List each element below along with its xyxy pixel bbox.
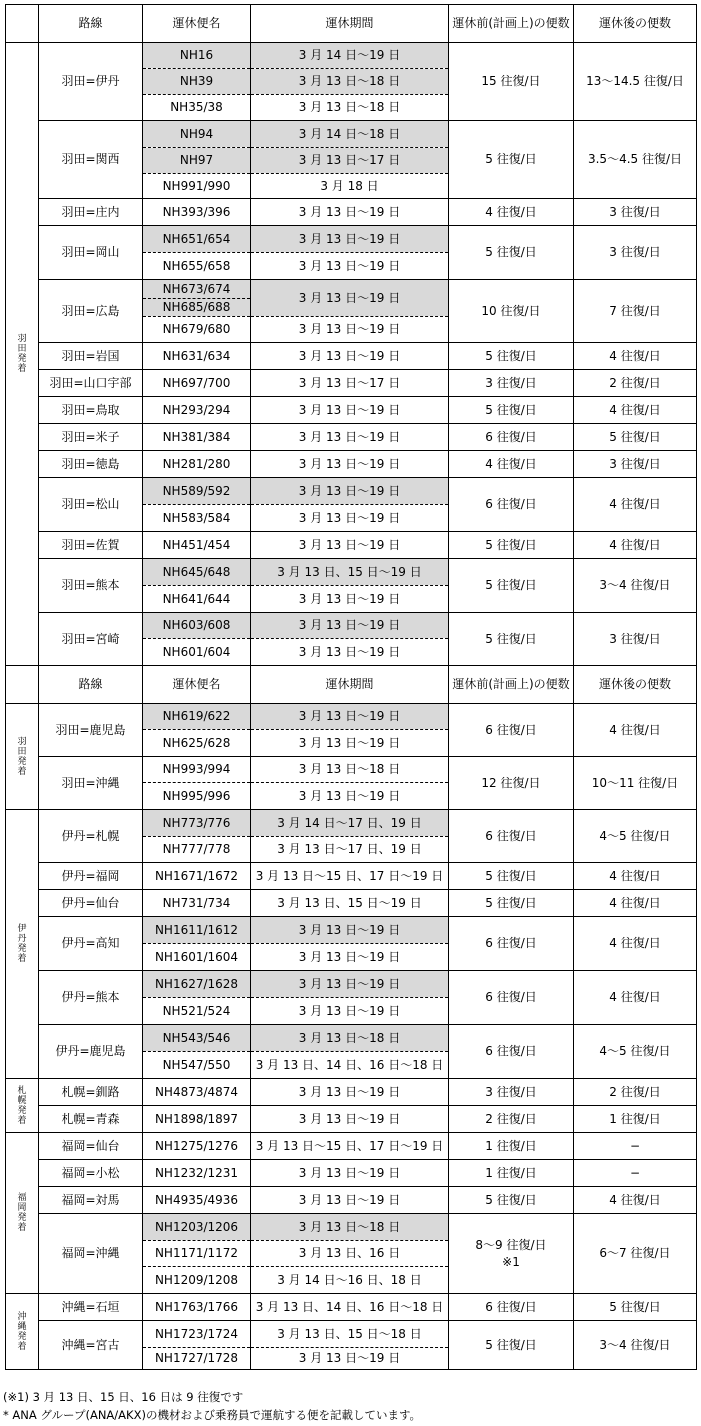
suspension-period: 3 月 13 日、16 日 [251,1241,449,1267]
route-name: 羽田=庄内 [39,199,143,226]
flights-before-value: 4 往復/日 [485,204,537,219]
flights-before [449,917,574,971]
flights-before-value: 5 往復/日 [485,1337,537,1352]
route-row [6,917,697,944]
group-label-sapporo [6,1079,39,1133]
flight-number: NH543/546 [143,1025,251,1052]
flights-before-value: 5 往復/日 [485,868,537,883]
route-name: 福岡=小松 [39,1160,143,1187]
flights-before [449,451,574,478]
group-label-char: 発 [17,944,27,954]
flights-before [449,863,574,890]
suspension-period: 3 月 14 日〜18 日 [251,121,449,148]
flight-number-line: NH685/688 [162,299,231,314]
flights-before-value: 5 往復/日 [485,537,537,552]
suspension-period: 3 月 13 日〜18 日 [251,69,449,95]
suspension-period: 3 月 13 日、15 日〜18 日 [251,1321,449,1348]
flights-after: 3.5〜4.5 往復/日 [574,121,697,199]
route-row [6,1133,697,1160]
suspension-period: 3 月 13 日〜19 日 [251,704,449,730]
route-name: 羽田=岩国 [39,343,143,370]
flights-after: − [574,1133,697,1160]
flight-number: NH773/776 [143,810,251,837]
flights-after: 6〜7 往復/日 [574,1214,697,1294]
suspension-period: 3 月 13 日〜19 日 [251,1348,449,1370]
route-row [6,971,697,998]
footnotes [3,1388,421,1424]
suspension-period: 3 月 13 日〜19 日 [251,226,449,253]
header-before: 運休前(計画上)の便数 [449,666,574,704]
flights-before-value: 8〜9 往復/日 [475,1237,547,1252]
flight-number: NH1763/1766 [143,1294,251,1321]
flights-before [449,1160,574,1187]
flights-before [449,397,574,424]
route-row [6,757,697,783]
route-name: 羽田=鳥取 [39,397,143,424]
flights-after: 4 往復/日 [574,397,697,424]
flight-number: NH1727/1728 [143,1348,251,1370]
flights-after: − [574,1160,697,1187]
flights-before [449,226,574,280]
route-row [6,1294,697,1321]
flights-after: 1 往復/日 [574,1106,697,1133]
flights-after: 4 往復/日 [574,1187,697,1214]
flight-number: NH731/734 [143,890,251,917]
suspension-period: 3 月 13 日〜15 日、17 日〜19 日 [251,863,449,890]
header-route: 路線 [39,5,143,43]
route-row [6,559,697,586]
group-label-char: 田 [17,746,27,757]
flights-after: 4 往復/日 [574,971,697,1025]
route-row [6,1106,697,1133]
group-label-char: 着 [17,364,27,374]
flights-after: 4 往復/日 [574,890,697,917]
flight-number [143,280,251,317]
suspension-period: 3 月 13 日、14 日、16 日〜18 日 [251,1052,449,1079]
route-name: 羽田=佐賀 [39,532,143,559]
flights-before-value: 5 往復/日 [485,578,537,592]
route-name: 伊丹=仙台 [39,890,143,917]
header-route: 路線 [39,666,143,704]
flights-before-value: 6 往復/日 [485,828,537,843]
flight-number: NH645/648 [143,559,251,586]
flights-after: 3 往復/日 [574,451,697,478]
flights-before [449,1079,574,1106]
route-row [6,43,697,69]
flight-number: NH601/604 [143,639,251,666]
group-label-char: 着 [17,1341,27,1352]
group-label-char: 着 [17,766,27,777]
suspension-period: 3 月 13 日〜19 日 [251,317,449,343]
group-label-char: 岡 [17,1203,27,1213]
route-row [6,1025,697,1052]
flight-number: NH4935/4936 [143,1187,251,1214]
flight-number: NH583/584 [143,505,251,532]
route-name: 札幌=青森 [39,1106,143,1133]
route-name: 羽田=広島 [39,280,143,343]
suspension-period: 3 月 18 日 [251,174,449,199]
flights-before-value: 3 往復/日 [485,375,537,390]
group-label-char: 羽 [17,334,27,344]
route-row [6,890,697,917]
suspension-period: 3 月 13 日〜18 日 [251,1025,449,1052]
suspension-period: 3 月 13 日〜18 日 [251,1214,449,1241]
route-row [6,1079,697,1106]
group-label-char: 発 [17,1105,27,1116]
suspension-period: 3 月 13 日〜19 日 [251,397,449,424]
route-row [6,532,697,559]
flight-number: NH991/990 [143,174,251,199]
flight-number: NH995/996 [143,783,251,810]
flights-before [449,559,574,613]
suspension-period: 3 月 13 日〜19 日 [251,730,449,757]
flight-number: NH97 [143,148,251,174]
suspension-period: 3 月 13 日〜18 日 [251,95,449,121]
flight-number: NH1627/1628 [143,971,251,998]
group-label-char: 福 [17,1193,27,1203]
suspension-period: 3 月 13 日〜19 日 [251,1187,449,1214]
flight-number: NH4873/4874 [143,1079,251,1106]
flights-after: 4 往復/日 [574,532,697,559]
flights-after: 13〜14.5 往復/日 [574,43,697,121]
flights-after: 7 往復/日 [574,280,697,343]
route-name: 羽田=鹿児島 [39,704,143,757]
route-name: 福岡=対馬 [39,1187,143,1214]
group-label-okinawa [6,1294,39,1370]
flights-before [449,532,574,559]
suspension-period: 3 月 13 日〜19 日 [251,639,449,666]
route-row [6,613,697,639]
suspension-period: 3 月 13 日〜19 日 [251,505,449,532]
flights-before [449,1321,574,1370]
suspension-period: 3 月 13 日〜19 日 [251,451,449,478]
header-after: 運休後の便数 [574,5,697,43]
group-label-char: 着 [17,1115,27,1126]
suspension-period: 3 月 13 日〜15 日、17 日〜19 日 [251,1133,449,1160]
flight-number: NH1611/1612 [143,917,251,944]
flights-after: 5 往復/日 [574,1294,697,1321]
flights-before-value: 5 往復/日 [485,895,537,910]
suspension-period: 3 月 13 日〜19 日 [251,1106,449,1133]
flight-number: NH35/38 [143,95,251,121]
flight-number: NH451/454 [143,532,251,559]
flights-before [449,43,574,121]
group-label-char: 札 [17,1085,27,1096]
flights-after: 4 往復/日 [574,917,697,971]
suspension-period: 3 月 13 日〜17 日 [251,148,449,174]
flights-before [449,343,574,370]
flight-number: NH521/524 [143,998,251,1025]
footnote-1: (※1) 3 月 13 日、15 日、16 日は 9 往復です [3,1390,244,1404]
group-label-haneda [6,43,39,666]
route-name: 羽田=関西 [39,121,143,199]
flight-number: NH16 [143,43,251,69]
inner-divider [143,298,250,299]
route-name: 伊丹=鹿児島 [39,1025,143,1079]
flights-before [449,1294,574,1321]
flight-number: NH625/628 [143,730,251,757]
flights-after: 3 往復/日 [574,199,697,226]
suspension-period: 3 月 13 日〜19 日 [251,424,449,451]
route-name: 伊丹=福岡 [39,863,143,890]
flight-number: NH1601/1604 [143,944,251,971]
flight-number: NH655/658 [143,253,251,280]
suspension-period: 3 月 13 日、14 日、16 日〜18 日 [251,1294,449,1321]
flight-number: NH1723/1724 [143,1321,251,1348]
route-row [6,397,697,424]
flights-before-value: 6 往復/日 [485,1044,537,1058]
header-group-cell [6,666,39,704]
flight-number: NH94 [143,121,251,148]
suspension-period: 3 月 13 日〜19 日 [251,971,449,998]
flights-before-value: 4 往復/日 [485,456,537,471]
route-row [6,863,697,890]
route-name: 羽田=松山 [39,478,143,532]
route-name: 沖縄=宮古 [39,1321,143,1370]
flights-after: 4〜5 往復/日 [574,1025,697,1079]
footnote-2: * ANA グループ(ANA/AKX)の機材および乗務員で運航する便を記載しています。 [3,1408,422,1422]
suspension-period: 3 月 13 日、15 日〜19 日 [251,890,449,917]
flight-number: NH1671/1672 [143,863,251,890]
suspension-period: 3 月 13 日〜17 日 [251,370,449,397]
flights-before [449,424,574,451]
flights-before-value: 5 往復/日 [485,1192,537,1207]
flights-before [449,1133,574,1160]
route-row [6,1160,697,1187]
route-row [6,121,697,148]
route-name: 福岡=仙台 [39,1133,143,1160]
flight-suspension-table [5,4,697,1370]
flights-before-value: 2 往復/日 [485,1111,537,1126]
flight-number: NH39 [143,69,251,95]
flights-before-value: 1 往復/日 [485,1138,537,1153]
flights-before-value: 5 往復/日 [485,245,537,259]
flight-number: NH1171/1172 [143,1241,251,1267]
flights-after: 4〜5 往復/日 [574,810,697,863]
route-name: 沖縄=石垣 [39,1294,143,1321]
group-label-char: 発 [17,1331,27,1342]
suspension-period: 3 月 13 日〜19 日 [251,199,449,226]
route-name: 伊丹=熊本 [39,971,143,1025]
flights-after: 3〜4 往復/日 [574,559,697,613]
suspension-period: 3 月 14 日〜16 日、18 日 [251,1267,449,1294]
flight-number: NH393/396 [143,199,251,226]
flight-number: NH589/592 [143,478,251,505]
flight-number: NH1898/1897 [143,1106,251,1133]
flights-before-value: 1 往復/日 [485,1165,537,1180]
flights-before [449,121,574,199]
flight-suspension-sheet [5,4,697,1370]
suspension-period: 3 月 13 日〜19 日 [251,343,449,370]
route-name: 伊丹=高知 [39,917,143,971]
flights-before-value: 6 往復/日 [485,429,537,444]
route-name: 羽田=宮崎 [39,613,143,666]
flight-number: NH1203/1206 [143,1214,251,1241]
header-before: 運休前(計画上)の便数 [449,5,574,43]
header-period: 運休期間 [251,5,449,43]
flights-before-value: 5 往復/日 [485,631,537,646]
header-after: 運休後の便数 [574,666,697,704]
flights-after: 10〜11 往復/日 [574,757,697,810]
group-label-char: 沖 [17,1311,27,1322]
flights-after: 5 往復/日 [574,424,697,451]
flight-number: NH281/280 [143,451,251,478]
flights-before [449,370,574,397]
flights-after: 3 往復/日 [574,226,697,280]
flights-after: 2 往復/日 [574,1079,697,1106]
flight-number-line: NH673/674 [162,281,231,296]
suspension-period: 3 月 13 日〜19 日 [251,253,449,280]
group-label-haneda [6,704,39,810]
group-label-fukuoka [6,1133,39,1294]
group-label-char: 幌 [17,1095,27,1106]
suspension-period: 3 月 13 日〜19 日 [251,478,449,505]
group-label-char: 伊 [17,924,27,934]
route-row [6,478,697,505]
suspension-period: 3 月 14 日〜17 日、19 日 [251,810,449,837]
flight-number: NH619/622 [143,704,251,730]
table-header-row [6,666,697,704]
route-row [6,424,697,451]
flights-after: 2 往復/日 [574,370,697,397]
flight-number: NH631/634 [143,343,251,370]
route-row [6,1214,697,1241]
flight-number: NH641/644 [143,586,251,613]
flights-before-value: 6 往復/日 [485,936,537,950]
flights-before [449,478,574,532]
flights-after: 4 往復/日 [574,704,697,757]
flights-before [449,890,574,917]
suspension-period: 3 月 14 日〜19 日 [251,43,449,69]
route-row [6,370,697,397]
header-group-cell [6,5,39,43]
route-name: 羽田=徳島 [39,451,143,478]
flights-before-value: 6 往復/日 [485,1299,537,1314]
flights-before [449,704,574,757]
flights-after: 3 往復/日 [574,613,697,666]
flights-before [449,199,574,226]
flights-before [449,613,574,666]
flight-number: NH679/680 [143,317,251,343]
flights-before-value: 12 往復/日 [481,775,541,790]
group-label-char: 丹 [17,934,27,944]
suspension-period: 3 月 13 日〜19 日 [251,783,449,810]
group-label-itami [6,810,39,1079]
suspension-period: 3 月 13 日〜19 日 [251,917,449,944]
suspension-period: 3 月 13 日〜17 日、19 日 [251,837,449,863]
flights-before [449,1187,574,1214]
flight-number: NH293/294 [143,397,251,424]
group-label-char: 発 [17,756,27,767]
flight-number: NH547/550 [143,1052,251,1079]
flight-number: NH603/608 [143,613,251,639]
route-name: 羽田=岡山 [39,226,143,280]
route-row [6,1321,697,1348]
route-name: 羽田=沖縄 [39,757,143,810]
flights-before [449,280,574,343]
route-name: 伊丹=札幌 [39,810,143,863]
flights-before-value: 5 往復/日 [485,402,537,417]
route-name: 福岡=沖縄 [39,1214,143,1294]
route-row [6,343,697,370]
flights-before [449,971,574,1025]
flights-before-value: 5 往復/日 [485,152,537,166]
table-header-row [6,5,697,43]
flights-before-value: 15 往復/日 [481,74,541,88]
flights-before [449,1214,574,1294]
suspension-period: 3 月 13 日〜19 日 [251,1160,449,1187]
flights-after: 4 往復/日 [574,863,697,890]
route-row [6,226,697,253]
header-flight: 運休便名 [143,5,251,43]
route-row [6,810,697,837]
group-label-char: 着 [17,1223,27,1233]
suspension-period: 3 月 13 日、15 日〜19 日 [251,559,449,586]
route-row [6,280,697,317]
flights-before-value: 6 往復/日 [485,497,537,511]
flights-before-value: 5 往復/日 [485,348,537,363]
route-row [6,1187,697,1214]
flights-before [449,1106,574,1133]
flight-number: NH777/778 [143,837,251,863]
flight-number: NH381/384 [143,424,251,451]
flights-before-value: 6 往復/日 [485,990,537,1004]
route-row [6,451,697,478]
route-name: 羽田=伊丹 [39,43,143,121]
flight-number: NH1275/1276 [143,1133,251,1160]
route-name: 羽田=山口宇部 [39,370,143,397]
group-label-char: 発 [17,1213,27,1223]
footnote-marker: ※1 [502,1254,520,1269]
group-label-char: 縄 [17,1321,27,1332]
group-label-char: 着 [17,954,27,964]
flights-before [449,757,574,810]
flight-number: NH993/994 [143,757,251,783]
flights-after: 4 往復/日 [574,478,697,532]
group-label-char: 発 [17,354,27,364]
header-period: 運休期間 [251,666,449,704]
flight-number: NH697/700 [143,370,251,397]
suspension-period: 3 月 13 日〜19 日 [251,586,449,613]
suspension-period: 3 月 13 日〜19 日 [251,532,449,559]
group-label-char: 田 [17,344,27,354]
flights-after: 4 往復/日 [574,343,697,370]
route-name: 羽田=熊本 [39,559,143,613]
group-label-char: 羽 [17,736,27,747]
flight-number: NH651/654 [143,226,251,253]
route-name: 羽田=米子 [39,424,143,451]
flights-before-value: 3 往復/日 [485,1084,537,1099]
flights-before-value: 6 往復/日 [485,722,537,737]
route-row [6,704,697,730]
route-name: 札幌=釧路 [39,1079,143,1106]
flights-after: 3〜4 往復/日 [574,1321,697,1370]
suspension-period: 3 月 13 日〜18 日 [251,757,449,783]
suspension-period: 3 月 13 日〜19 日 [251,280,449,317]
suspension-period: 3 月 13 日〜19 日 [251,944,449,971]
header-flight: 運休便名 [143,666,251,704]
flights-before [449,1025,574,1079]
flights-before-value: 10 往復/日 [481,303,541,318]
suspension-period: 3 月 13 日〜19 日 [251,998,449,1025]
suspension-period: 3 月 13 日〜19 日 [251,1079,449,1106]
flight-number: NH1209/1208 [143,1267,251,1294]
flight-number: NH1232/1231 [143,1160,251,1187]
route-row [6,199,697,226]
suspension-period: 3 月 13 日〜19 日 [251,613,449,639]
flights-before [449,810,574,863]
